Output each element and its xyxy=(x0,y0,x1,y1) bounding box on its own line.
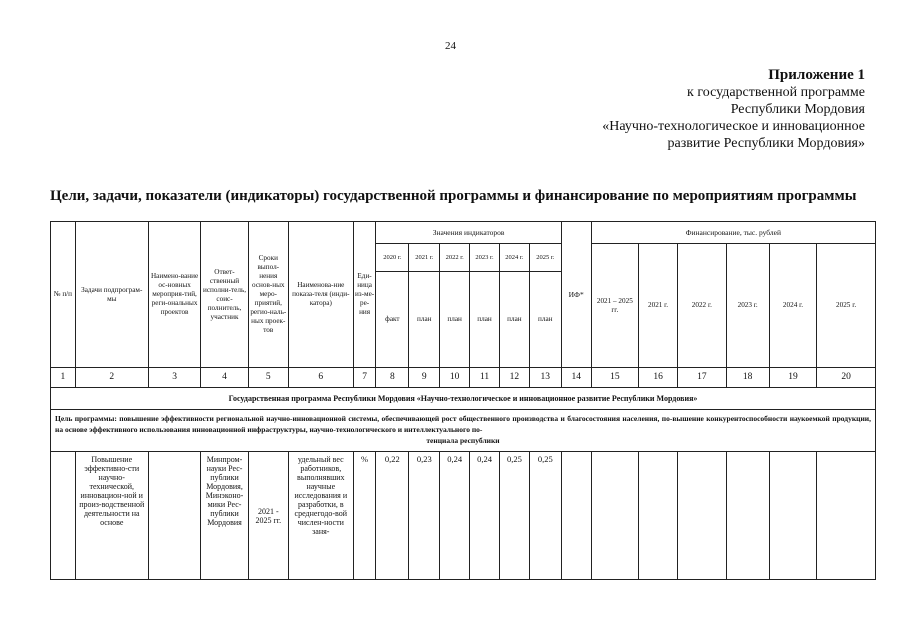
header-value-type: факт xyxy=(376,272,409,368)
header-financing: Финансирование, тыс. рублей xyxy=(591,222,875,244)
column-number: 9 xyxy=(409,368,440,388)
data-cell-empty xyxy=(678,452,726,580)
header-indicator-values: Значения индикаторов xyxy=(376,222,561,244)
data-cell-empty xyxy=(51,452,76,580)
value-cell: 0,25 xyxy=(529,452,561,580)
main-title: Цели, задачи, показатели (индикаторы) государственной программы и финансирование по мероприятиям программы xyxy=(50,188,857,204)
data-cell-empty xyxy=(591,452,638,580)
header-events: Наимено-вание ос-новных мероприя-тий, реги-ональных проектов xyxy=(148,222,201,368)
column-number: 15 xyxy=(591,368,638,388)
goal-text-tail: тенциала республики xyxy=(426,436,500,445)
header-indicator-name: Наименова-ние показа-теля (инди-катора) xyxy=(288,222,353,368)
data-cell-empty xyxy=(561,452,591,580)
header-value-type: план xyxy=(499,272,529,368)
indicators-table xyxy=(50,221,876,580)
column-number: 5 xyxy=(248,368,288,388)
page-number: 24 xyxy=(445,40,456,52)
header-year: 2020 г. xyxy=(376,244,409,272)
header-year: 2021 г. xyxy=(409,244,440,272)
header-value-type: план xyxy=(470,272,500,368)
column-number: 10 xyxy=(440,368,470,388)
program-row: Государственная программа Республики Мордовия «Научно-технологическое и инновационное развитие Республики Мордовия» xyxy=(51,388,876,410)
column-number: 6 xyxy=(288,368,353,388)
column-number: 11 xyxy=(470,368,500,388)
column-number: 18 xyxy=(726,368,769,388)
unit-cell: % xyxy=(353,452,376,580)
header-year: 2023 г. xyxy=(470,244,500,272)
appendix-title: Приложение 1 xyxy=(768,67,865,83)
column-number: 4 xyxy=(201,368,248,388)
header-value-type: план xyxy=(409,272,440,368)
header-fin-year: 2024 г. xyxy=(769,244,816,368)
header-terms: Сроки выпол-нения основ-ных меро-приятий, регио-наль-ных проек-тов xyxy=(248,222,288,368)
column-number: 20 xyxy=(817,368,876,388)
column-number: 16 xyxy=(639,368,678,388)
data-cell-empty xyxy=(769,452,816,580)
column-number: 13 xyxy=(529,368,561,388)
header-value-type: план xyxy=(529,272,561,368)
data-cell-empty xyxy=(817,452,876,580)
column-number: 7 xyxy=(353,368,376,388)
data-cell-empty xyxy=(639,452,678,580)
data-cell-empty xyxy=(726,452,769,580)
goal-text: Цель программы: повышение эффективности региональной научно-инновационной системы, обеспечивающей рост общественного производства и благосостояния населения, по-вышение конкурентоспособности наукоемкой продукции, на основе эффективного использования инновационной инфраструктуры, научно-технологического и интеллектуального по- xyxy=(55,414,871,434)
executor-cell: Минпром-науки Рес-публики Мордовия, Минэконо-мики Рес-публики Мордовия xyxy=(201,452,248,580)
header-year: 2024 г. xyxy=(499,244,529,272)
terms-cell: 2021 - 2025 гг. xyxy=(248,452,288,580)
indicator-cell: удельный вес работников, выполнявших научные исследования и разработки, в среднегодо-вой числен-ности заня- xyxy=(288,452,353,580)
column-number: 17 xyxy=(678,368,726,388)
value-cell: 0,24 xyxy=(440,452,470,580)
header-fin-year: 2021 г. xyxy=(639,244,678,368)
table-row xyxy=(51,452,876,580)
header-fin-year: 2023 г. xyxy=(726,244,769,368)
value-cell: 0,23 xyxy=(409,452,440,580)
header-fin-year: 2021 – 2025 гг. xyxy=(591,244,638,368)
header-fin-year: 2025 г. xyxy=(817,244,876,368)
column-number: 12 xyxy=(499,368,529,388)
data-cell-empty xyxy=(148,452,201,580)
goal-row xyxy=(51,410,876,452)
value-cell: 0,25 xyxy=(499,452,529,580)
header-if: ИФ* xyxy=(561,222,591,368)
column-number: 19 xyxy=(769,368,816,388)
column-number: 14 xyxy=(561,368,591,388)
header-value-type: план xyxy=(440,272,470,368)
header-num: № п/п xyxy=(51,222,76,368)
column-number: 2 xyxy=(75,368,148,388)
column-number: 3 xyxy=(148,368,201,388)
header-executor: Ответ-ственный исполни-тель, соис-полнитель, участник xyxy=(201,222,248,368)
column-number-row xyxy=(51,368,876,388)
header-tasks: Задачи подпрограм-мы xyxy=(75,222,148,368)
appendix-line: развитие Республики Мордовия» xyxy=(667,136,865,151)
value-cell: 0,24 xyxy=(470,452,500,580)
appendix-line: Республики Мордовия xyxy=(730,102,865,117)
header-year: 2025 г. xyxy=(529,244,561,272)
header-fin-year: 2022 г. xyxy=(678,244,726,368)
task-cell: Повышение эффективно-сти научно-технической, инновацион-ной и произ-водственной деятельности на основе xyxy=(75,452,148,580)
value-cell: 0,22 xyxy=(376,452,409,580)
column-number: 8 xyxy=(376,368,409,388)
header-year: 2022 г. xyxy=(440,244,470,272)
appendix-block xyxy=(602,67,865,152)
appendix-line: к государственной программе xyxy=(687,85,865,100)
appendix-line: «Научно-технологическое и инновационное xyxy=(602,119,865,134)
header-unit: Еди-ница из-ме-ре-ния xyxy=(353,222,376,368)
column-number: 1 xyxy=(51,368,76,388)
